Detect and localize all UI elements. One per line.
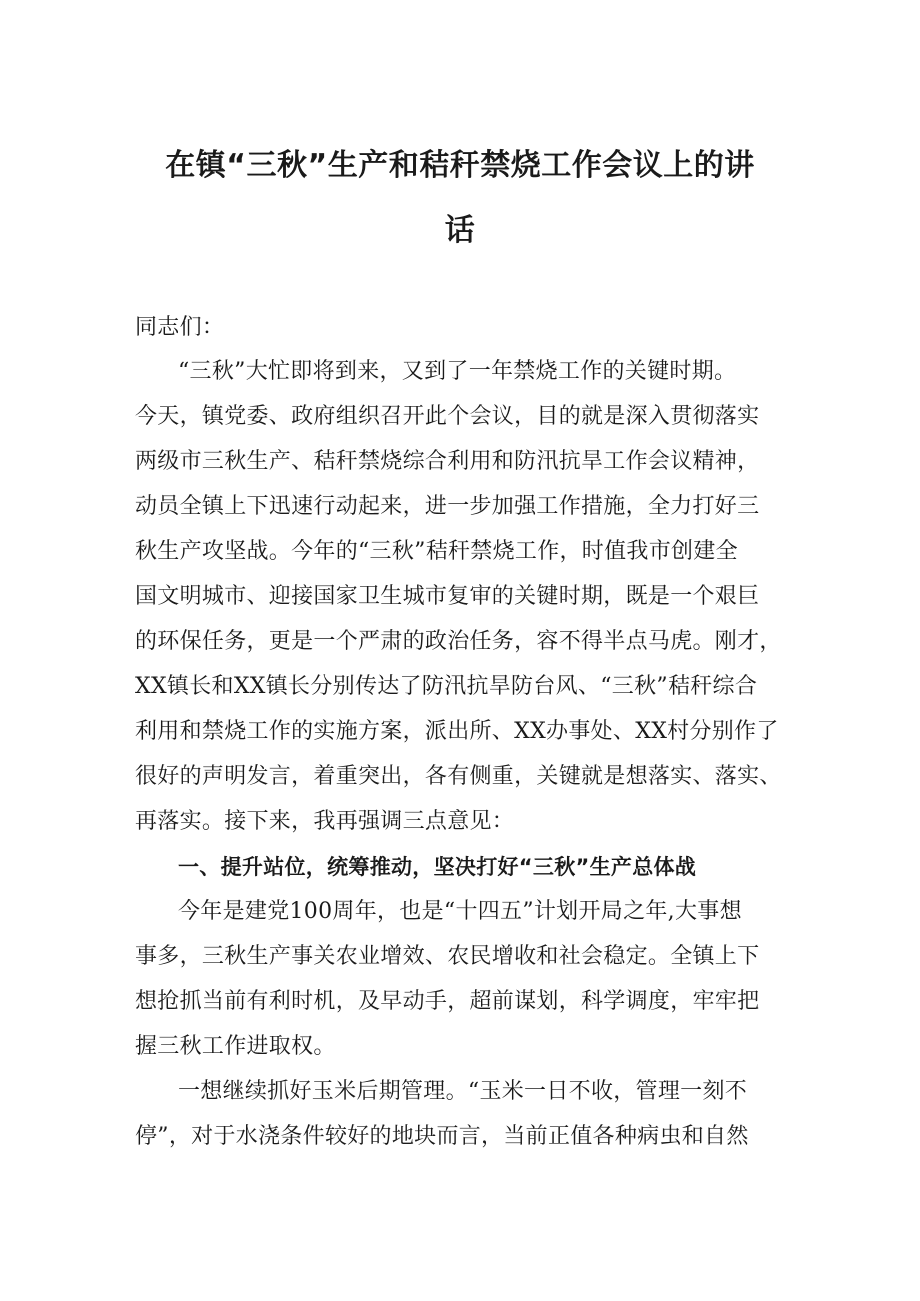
- salutation: 同志们：: [135, 315, 225, 340]
- paragraph-2-line: 今年是建党100周年，也是“十四五”计划开局之年,大事想: [178, 899, 742, 924]
- paragraph-2-line: 握三秋工作进取权。: [135, 1034, 336, 1059]
- paragraph-2-line: 事多，三秋生产事关农业增效、农民增收和社会稳定。全镇上下: [135, 944, 760, 969]
- paragraph-1-line: 国文明城市、迎接国家卫生城市复审的关键时期，既是一个艰巨: [135, 584, 760, 609]
- paragraph-3-line: 一想继续抓好玉米后期管理。“玉米一日不收，管理一刻不: [178, 1079, 748, 1104]
- document-title-line-2: 话: [444, 213, 476, 248]
- paragraph-1-line: 两级市三秋生产、秸秆禁烧综合利用和防汛抗旱工作会议精神，: [135, 449, 760, 474]
- paragraph-1-line: 秋生产攻坚战。今年的“三秋”秸秆禁烧工作，时值我市创建全: [135, 539, 738, 564]
- paragraph-1-line: “三秋”大忙即将到来，又到了一年禁烧工作的关键时期。: [178, 359, 737, 384]
- paragraph-1-line: 很好的声明发言，着重突出，各有侧重，关键就是想落实、落实、: [135, 764, 782, 789]
- paragraph-1-line: XX镇长和XX镇长分别传达了防汛抗旱防台风、“三秋”秸秆综合: [135, 674, 758, 699]
- section-heading-1: 一、提升站位，统筹推动，坚决打好“三秋”生产总体战: [178, 855, 697, 879]
- document-title-line-1: 在镇“三秋”生产和秸秆禁烧工作会议上的讲: [165, 148, 755, 183]
- paragraph-1-line: 动员全镇上下迅速行动起来，进一步加强工作措施，全力打好三: [135, 494, 760, 519]
- paragraph-2-line: 想抢抓当前有利时机，及早动手，超前谋划，科学调度，牢牢把: [135, 989, 760, 1014]
- paragraph-1-line: 再落实。接下来，我再强调三点意见：: [135, 809, 515, 834]
- paragraph-3-line: 停”，对于水浇条件较好的地块而言，当前正值各种病虫和自然: [135, 1124, 749, 1149]
- paragraph-1-line: 今天，镇党委、政府组织召开此个会议，目的就是深入贯彻落实: [135, 404, 760, 429]
- paragraph-1-line: 的环保任务，更是一个严肃的政治任务，容不得半点马虎。刚才，: [135, 629, 782, 654]
- paragraph-1-line: 利用和禁烧工作的实施方案，派出所、XX办事处、XX村分别作了: [135, 719, 779, 744]
